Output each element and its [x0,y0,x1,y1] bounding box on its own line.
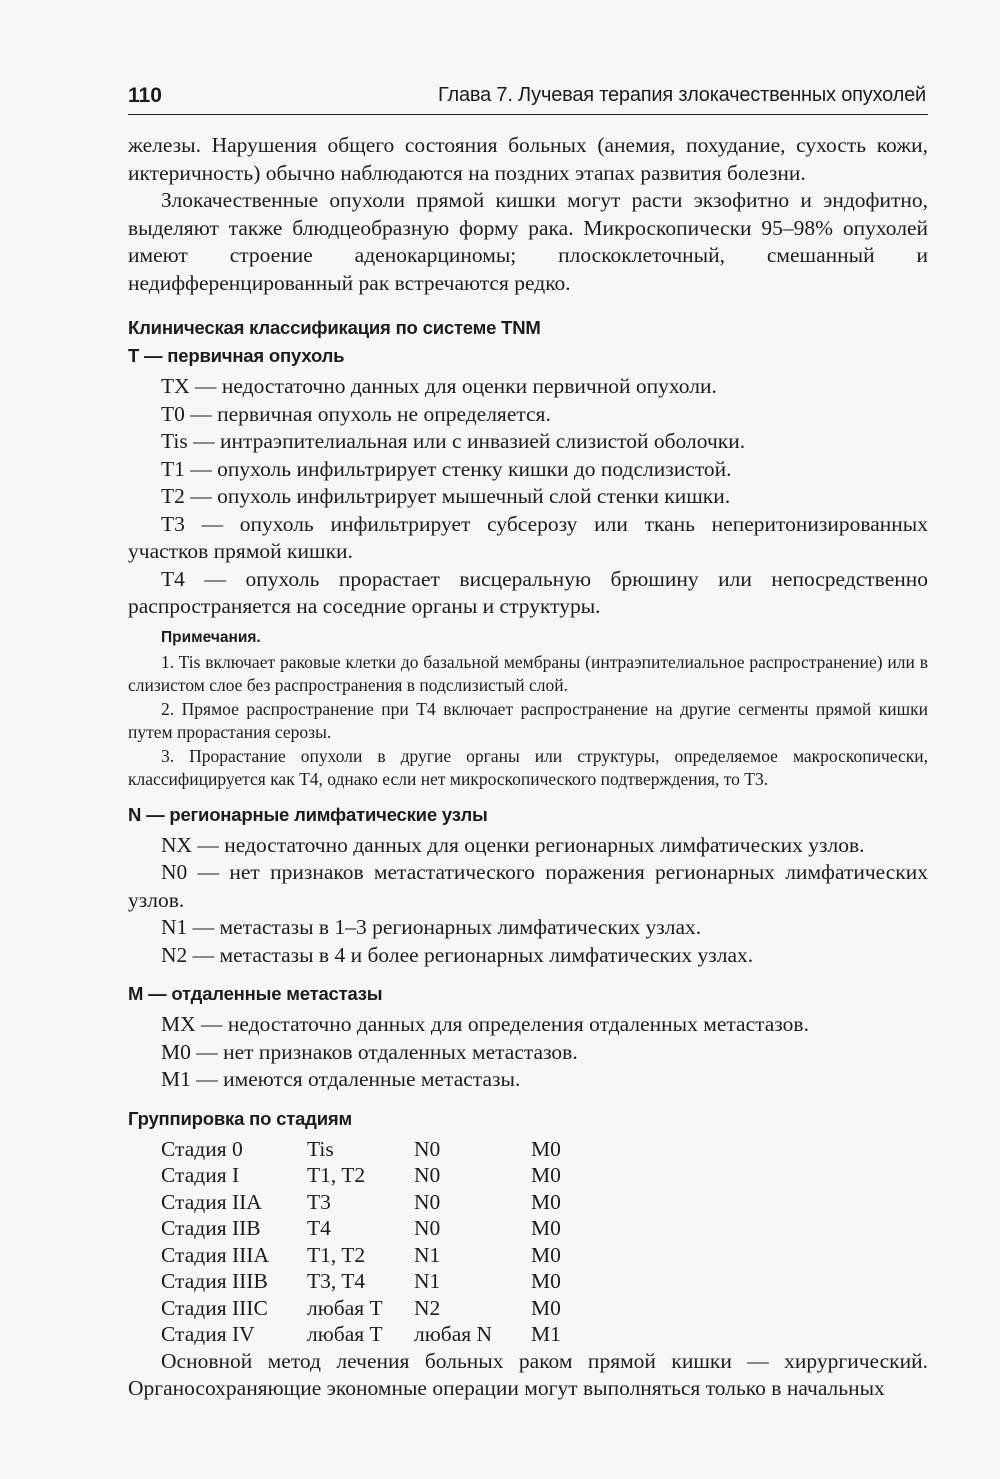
page-header [128,82,928,115]
t-item: T0 — первичная опухоль не определяется. [161,401,551,426]
stage-cell: Стадия IV [161,1322,255,1346]
table-row [161,1215,561,1242]
paragraph: железы. Нарушения общего состояния больных (анемия, похудание, сухость кожи, иктеричность) обычно наблюдаются на поздних этапах развития болезни. [128,133,928,185]
t-cell: любая T [307,1295,383,1320]
n-cell: N2 [414,1295,441,1320]
t-item: Tis — интраэпителиальная или с инвазией слизистой оболочки. [161,429,746,453]
t-cell: T1, T2 [307,1163,366,1187]
n-cell: N0 [414,1136,441,1161]
chapter-title: Глава 7. Лучевая терапия злокачественных опухолей [438,84,926,106]
stage-cell: Стадия IIIC [161,1295,268,1320]
t-cell: T1, T2 [307,1242,366,1267]
table-row [161,1162,561,1189]
n-cell: N0 [414,1189,441,1214]
stage-cell: Стадия IIIB [161,1269,268,1293]
stage-cell: Стадия IIIA [161,1242,269,1267]
t-section-title: T — первичная опухоль [128,345,345,366]
table-row [161,1189,561,1216]
t-item: T1 — опухоль инфильтрирует стенку кишки до подслизистой. [161,456,732,481]
staging-title: Группировка по стадиям [128,1107,352,1129]
t-cell: любая T [307,1322,383,1346]
n-cell: N1 [414,1242,441,1267]
m-cell: M0 [531,1242,561,1267]
table-row [161,1242,561,1269]
m-section-title: M — отдаленные метастазы [128,983,383,1004]
table-row [161,1295,561,1322]
n-item: NX — недостаточно данных для оценки регионарных лимфатических узлов. [161,832,865,857]
note-item: 1. Tis включает раковые клетки до базальной мембраны (интраэпителиальное распространение) или в слизистом слое без распространения в подслизистый слой. [128,651,928,695]
n-item: N2 — метастазы в 4 и более регионарных лимфатических узлах. [161,942,754,967]
stage-cell: Стадия IIB [161,1216,261,1240]
classification-title: Клиническая классификация по системе TNM [128,317,541,338]
closing-paragraph: Основной метод лечения больных раком прямой кишки — хирургический. Органосохраняющие экономные операции могут выполняться только в начальных [128,1348,928,1400]
t-cell: T3, T4 [307,1269,366,1293]
page-number: 110 [128,84,162,107]
table-row [161,1268,561,1295]
n-cell: любая N [414,1322,493,1346]
note-item: 3. Прорастание опухоли в другие органы или структуры, определяемое макроскопически, классифицируется как T4, однако если нет микроскопического подтверждения, то T3. [128,745,928,789]
n-cell: N0 [414,1216,441,1240]
t-item: TX — недостаточно данных для оценки первичной опухоли. [161,374,717,398]
t-cell: T3 [307,1189,331,1214]
n-item: N1 — метастазы в 1–3 регионарных лимфатических узлах. [161,915,702,939]
m-cell: M0 [531,1136,561,1161]
t-cell: Tis [307,1136,334,1161]
page-body [128,132,928,1403]
n-cell: N0 [414,1163,441,1187]
stage-cell: Стадия 0 [161,1136,243,1161]
stage-cell: Стадия IIA [161,1189,262,1214]
table-row [161,1136,561,1163]
paragraph: Злокачественные опухоли прямой кишки могут расти экзофитно и эндофитно, выделяют также блюдцеобразную форму рака. Микроскопически 95–98% опухолей имеют строение аденокарциномы; плоскоклеточный, смешанный и недифференцированный рак встречаются редко. [128,188,928,295]
m-cell: M0 [531,1189,561,1214]
m-cell: M0 [531,1216,561,1240]
m-cell: M0 [531,1163,561,1187]
table-row [161,1321,561,1348]
m-cell: M0 [531,1269,561,1293]
n-cell: N1 [414,1269,441,1293]
m-cell: M0 [531,1295,561,1320]
m-item: M0 — нет признаков отдаленных метастазов. [161,1039,578,1064]
n-section-title: N — регионарные лимфатические узлы [128,803,488,825]
n-item: N0 — нет признаков метастатического поражения регионарных лимфатических узлов. [128,860,928,912]
m-item: MX — недостаточно данных для определения отдаленных метастазов. [161,1012,809,1036]
t-item: T3 — опухоль инфильтрирует субсерозу или ткань неперитонизированных участков прямой кишки. [128,511,928,563]
t-cell: T4 [307,1216,331,1240]
t-item: T4 — опухоль прорастает висцеральную брюшину или непосредственно распространяется на соседние органы и структуры. [128,566,928,618]
t-item: T2 — опухоль инфильтрирует мышечный слой стенки кишки. [161,484,731,508]
staging-table [161,1136,561,1348]
m-cell: M1 [531,1322,561,1346]
note-item: 2. Прямое распространение при T4 включает распространение на другие сегменты прямой кишки путем прорастания серозы. [128,698,928,742]
stage-cell: Стадия I [161,1163,240,1187]
m-item: M1 — имеются отдаленные метастазы. [161,1067,521,1091]
notes-title: Примечания. [161,628,261,646]
